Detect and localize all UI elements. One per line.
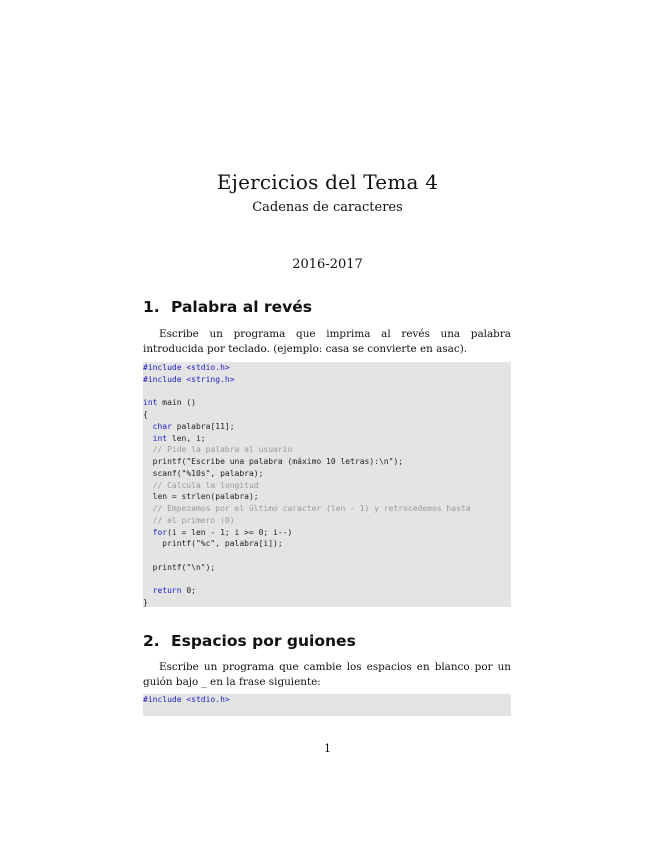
code-line (143, 550, 511, 562)
section-heading-2 (143, 632, 356, 650)
document-subtitle: Cadenas de caracteres (252, 200, 403, 215)
code-line (143, 386, 511, 398)
document-date: 2016-2017 (292, 257, 363, 272)
section-title: Espacios por guiones (171, 632, 356, 650)
code-line: for(i = len - 1; i >= 0; i--) (152, 527, 293, 537)
code-line: #include <stdio.h> (143, 363, 230, 372)
code-block-1 (143, 362, 511, 607)
code-line: return 0; (152, 586, 196, 596)
code-line: int main () (143, 398, 196, 408)
code-line: int len, i; (152, 433, 206, 443)
code-line: printf("\n"); (143, 562, 216, 572)
section-heading-1 (143, 298, 312, 316)
code-line: printf("%c", palabra[i]); (143, 539, 283, 549)
code-line: printf("Escribe una palabra (máximo 10 letras):\n"); (143, 457, 404, 466)
code-line: // Pide la palabra al usuario (143, 445, 293, 455)
code-line: #include <stdio.h> (143, 695, 230, 704)
code-line: // Empezamos por el último caracter (len - 1) y retrocedemos hasta (143, 504, 471, 513)
code-line: { (143, 410, 148, 419)
code-line (143, 574, 511, 586)
code-line: // Calcula la longitud (143, 480, 259, 490)
code-line: len = strlen(palabra); (143, 492, 259, 502)
code-line: char palabra[11]; (152, 421, 235, 431)
page-number: 1 (324, 742, 331, 755)
code-line: } (143, 598, 148, 607)
section-number: 1. (143, 298, 160, 316)
section-paragraph-2: Escribe un programa que cambie los espacios en blanco por un guión bajo _ en la frase siguiente: (143, 661, 511, 688)
section-title: Palabra al revés (171, 298, 312, 316)
code-line: // el primero (0) (143, 515, 235, 525)
section-paragraph-1: Escribe un programa que imprima al revés una palabra introducida por teclado. (ejemplo: casa se convierte en asac). (143, 328, 511, 355)
code-block-2 (143, 694, 511, 716)
code-line: scanf("%10s", palabra); (143, 468, 264, 478)
section-number: 2. (143, 632, 160, 650)
document-title: Ejercicios del Tema 4 (216, 170, 439, 194)
code-line: #include <string.h> (143, 374, 235, 384)
